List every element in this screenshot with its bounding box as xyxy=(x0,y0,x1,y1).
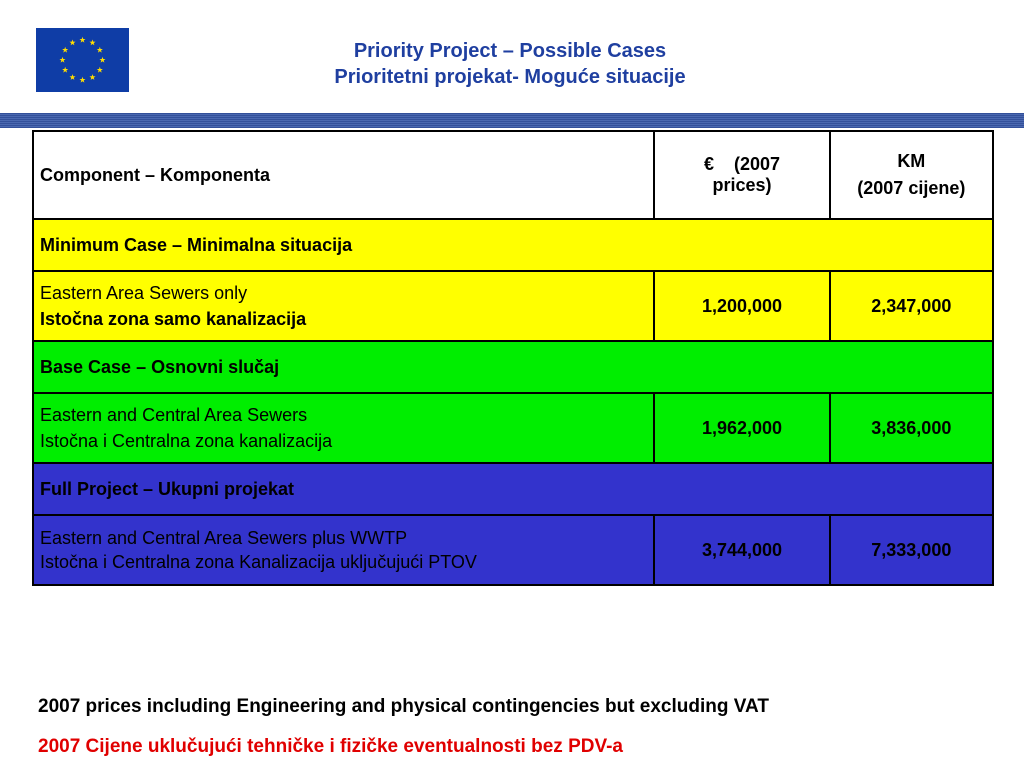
eu-star-icon xyxy=(89,74,95,80)
eu-star-icon xyxy=(59,57,65,63)
eu-star-icon xyxy=(89,39,95,45)
table-header-row xyxy=(33,131,993,219)
table-row xyxy=(33,393,993,463)
section-row-base xyxy=(33,341,993,393)
row-description xyxy=(33,515,654,585)
eu-star-icon xyxy=(69,39,75,45)
eu-stars-circle xyxy=(36,28,129,92)
header-eur-line2: prices) xyxy=(712,175,772,195)
row-description xyxy=(33,393,654,463)
section-row-full xyxy=(33,463,993,515)
row-km-value: 2,347,000 xyxy=(830,271,993,341)
eu-star-icon xyxy=(79,37,85,43)
title-line-local: Prioritetni projekat- Moguće situacije xyxy=(334,66,686,88)
row-km-value: 3,836,000 xyxy=(830,393,993,463)
row-desc-english: Eastern Area Sewers only xyxy=(40,283,248,303)
header-component: Component – Komponenta xyxy=(33,131,654,219)
eu-star-icon xyxy=(62,47,68,53)
section-title-minimum: Minimum Case – Minimalna situacija xyxy=(33,219,993,271)
header-band xyxy=(0,113,1024,128)
row-desc-local: Istočna zona samo kanalizacija xyxy=(40,309,307,329)
row-desc-local: Istočna i Centralna zona kanalizacija xyxy=(40,431,333,451)
header-km xyxy=(830,131,993,219)
slide-title xyxy=(200,38,820,90)
row-description xyxy=(33,271,654,341)
title-line-english: Priority Project – Possible Cases xyxy=(353,40,667,62)
row-eur-value: 3,744,000 xyxy=(654,515,829,585)
table-row xyxy=(33,271,993,341)
eu-flag-icon xyxy=(36,28,129,92)
footnote-local: 2007 Cijene uklučujući tehničke i fizičke eventualnosti bez PDV-a xyxy=(38,736,623,757)
section-title-base: Base Case – Osnovni slučaj xyxy=(33,341,993,393)
row-eur-value: 1,200,000 xyxy=(654,271,829,341)
eu-star-icon xyxy=(79,77,85,83)
header-eur-line1: € (2007 xyxy=(703,154,781,174)
row-desc-english: Eastern and Central Area Sewers plus WWTP xyxy=(40,528,408,548)
row-desc-local: Istočna i Centralna zona Kanalizacija uključujući PTOV xyxy=(40,552,477,572)
footnote-english: 2007 prices including Engineering and physical contingencies but excluding VAT xyxy=(38,696,769,717)
table-row xyxy=(33,515,993,585)
row-eur-value: 1,962,000 xyxy=(654,393,829,463)
eu-star-icon xyxy=(69,74,75,80)
header-km-line1: KM xyxy=(897,151,926,171)
row-desc-english: Eastern and Central Area Sewers xyxy=(40,405,308,425)
eu-star-icon xyxy=(62,67,68,73)
section-title-full: Full Project – Ukupni projekat xyxy=(33,463,993,515)
eu-star-icon xyxy=(97,67,103,73)
eu-star-icon xyxy=(99,57,105,63)
header-km-line2: (2007 cijene) xyxy=(857,178,966,198)
eu-star-icon xyxy=(97,47,103,53)
section-row-minimum xyxy=(33,219,993,271)
cost-table xyxy=(32,130,994,586)
row-km-value: 7,333,000 xyxy=(830,515,993,585)
header-eur xyxy=(654,131,829,219)
